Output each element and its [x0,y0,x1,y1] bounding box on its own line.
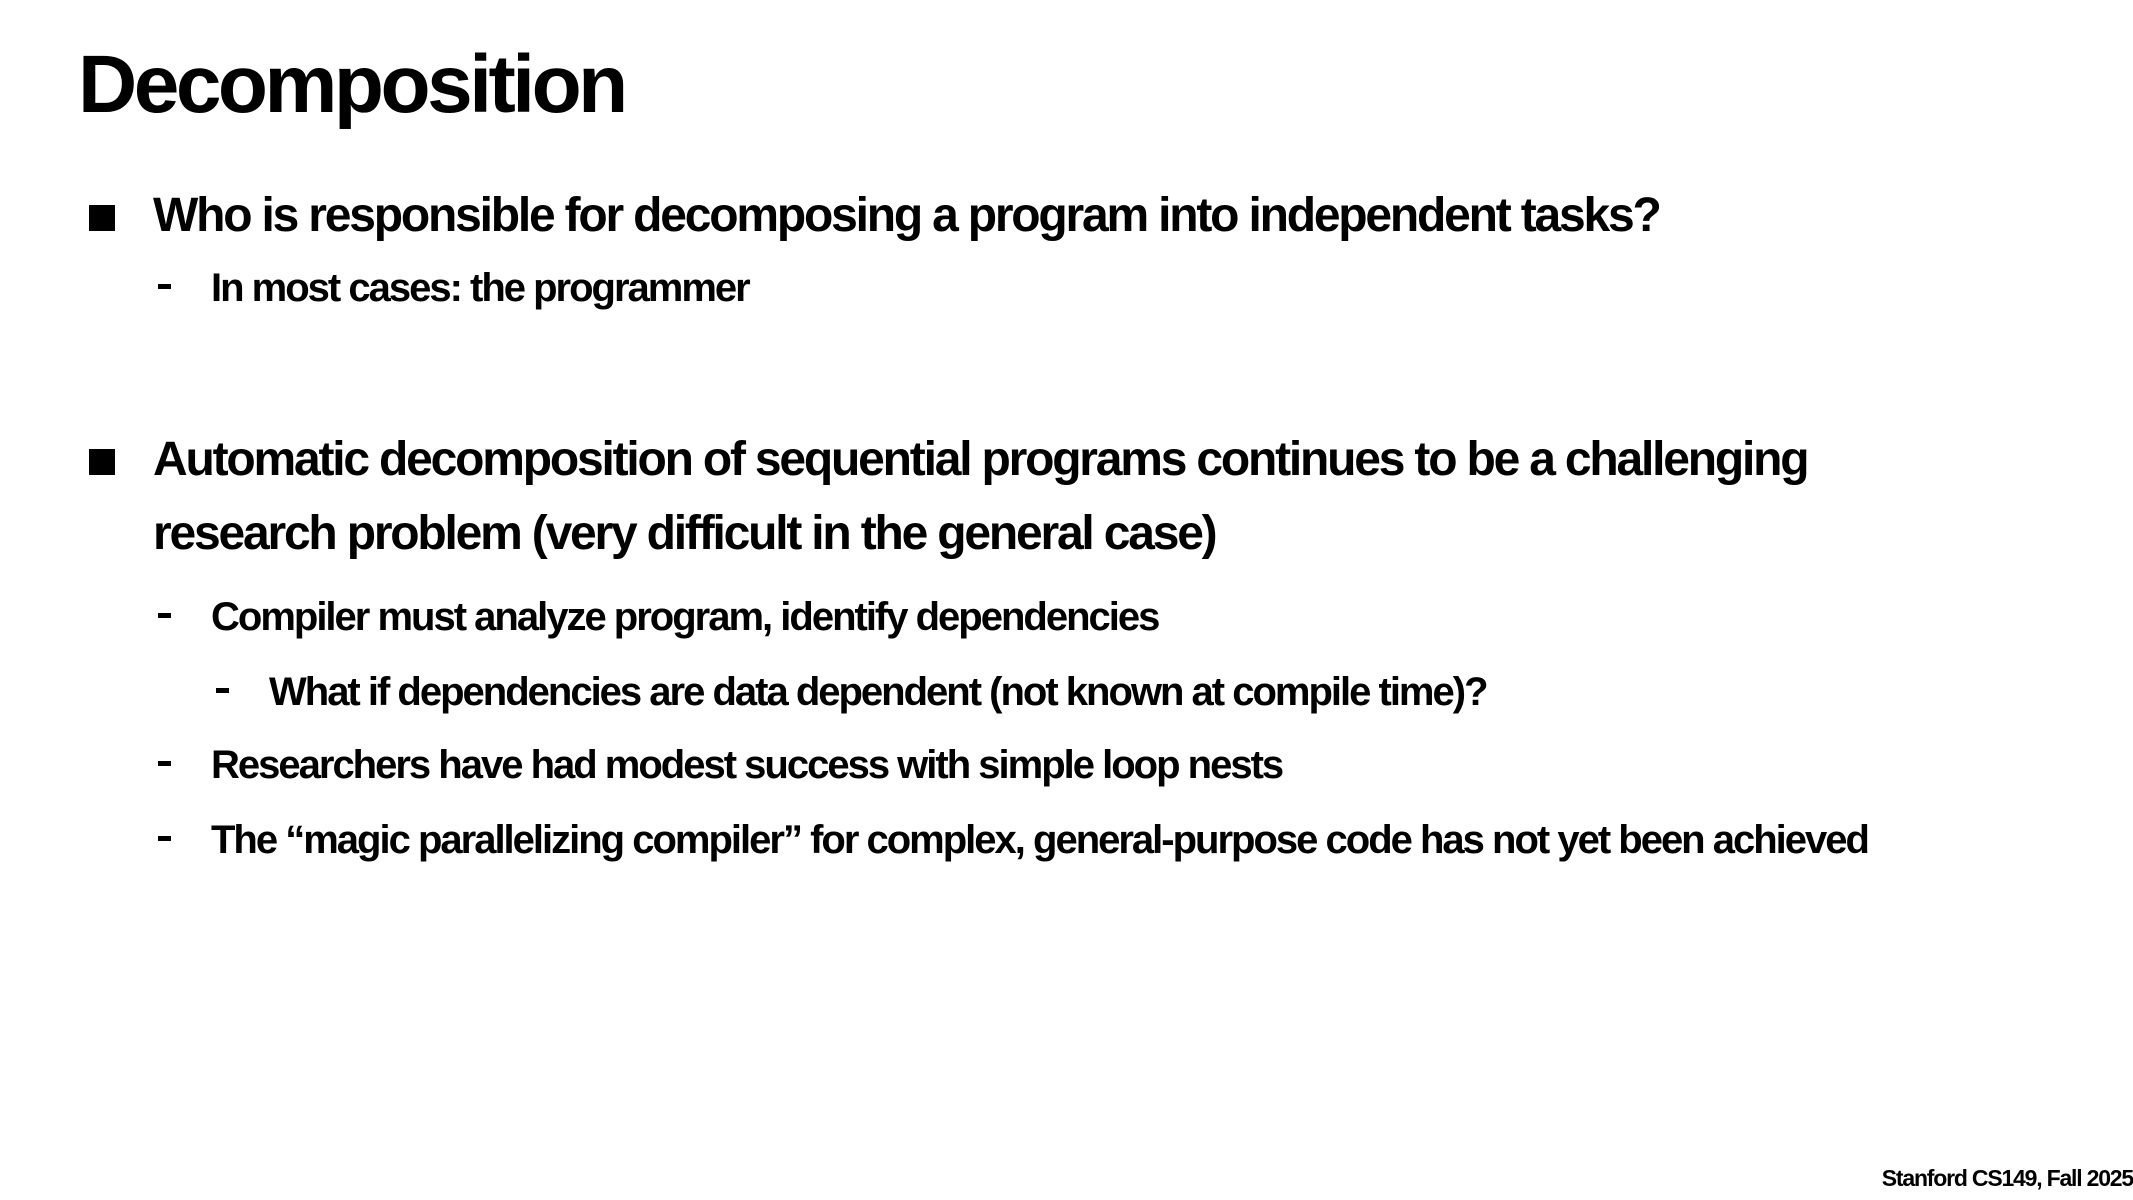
square-bullet-icon [89,205,115,231]
sub-bullet-text: Compiler must analyze program, identify dependencies [211,595,1159,639]
dash-bullet-icon [216,688,229,693]
dash-bullet-icon [158,284,171,289]
dash-bullet-icon [158,761,171,766]
sub-bullet-text: The “magic parallelizing compiler” for complex, general-purpose code has not yet been achieved [211,818,1868,862]
bullet-text-continuation: research problem (very difficult in the general case) [153,507,1216,560]
dash-bullet-icon [158,836,171,841]
slide-title: Decomposition [78,39,625,130]
bullet-text: Who is responsible for decomposing a program into independent tasks? [153,189,1660,242]
sub-bullet-text: In most cases: the programmer [211,266,749,310]
slide-footer: Stanford CS149, Fall 2025 [1881,1165,2133,1191]
square-bullet-icon [89,449,115,475]
dash-bullet-icon [158,613,171,618]
bullet-text: Automatic decomposition of sequential programs continues to be a challenging [153,433,1808,486]
sub-bullet-text: Researchers have had modest success with simple loop nests [211,743,1283,787]
sub-sub-bullet-text: What if dependencies are data dependent (not known at compile time)? [269,670,1487,714]
